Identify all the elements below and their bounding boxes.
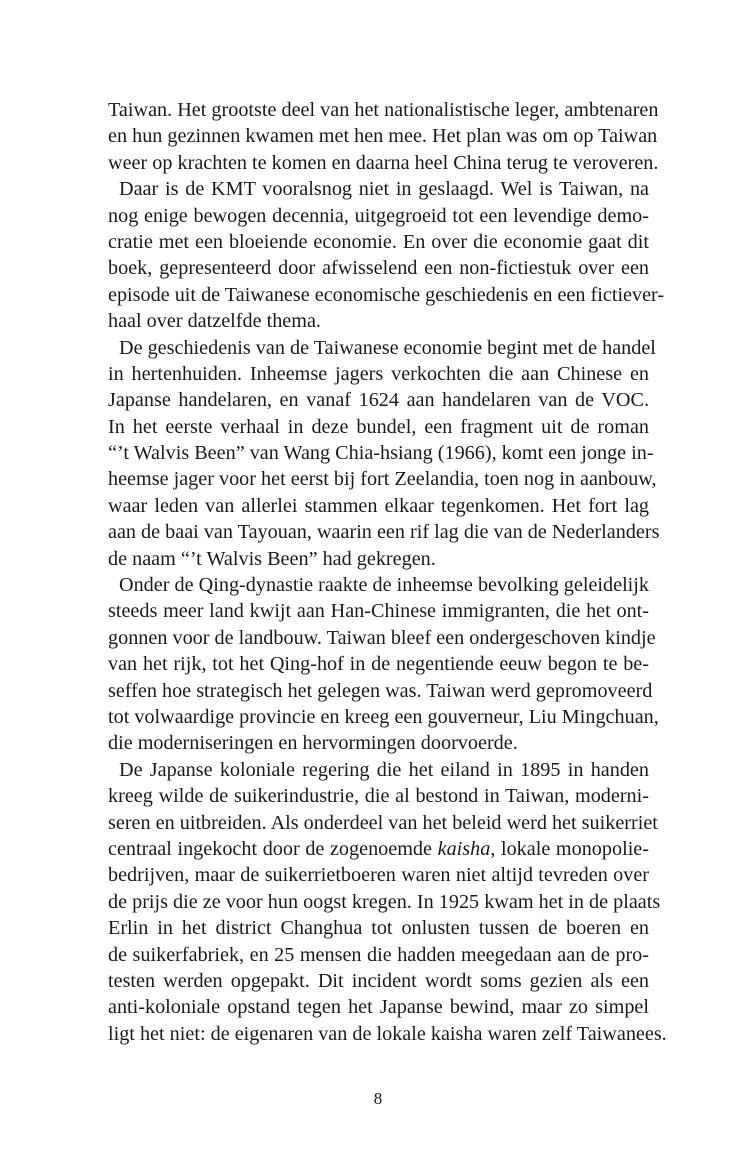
text-line: Onder de Qing-dynastie raakte de inheemse bevolking geleidelijk <box>119 574 649 597</box>
text-line: Japanse handelaren, en vanaf 1624 aan handelaren van de VOC. <box>108 389 649 412</box>
text-line: ligt het niet: de eigenaren van de lokale kaisha waren zelf Taiwanees. <box>108 1022 667 1045</box>
paragraph <box>108 97 659 176</box>
page-number: 8 <box>373 1089 383 1108</box>
body-text <box>108 97 667 1047</box>
italic-term: kaisha <box>437 837 491 860</box>
text-line: “’t Walvis Been” van Wang Chia-hsiang (1966), komt een jonge in- <box>108 442 654 465</box>
text-line: boek, gepresenteerd door afwisselend een non-fictiestuk over een <box>108 257 649 280</box>
text-line: heemse jager voor het eerst bij fort Zeelandia, toen nog in aanbouw, <box>108 468 657 491</box>
text-line: haal over datzelfde thema. <box>108 310 321 333</box>
text-line: steeds meer land kwijt aan Han-Chinese immigranten, die het ont- <box>108 600 649 623</box>
text-line: aan de baai van Tayouan, waarin een rif lag die van de Nederlanders <box>108 521 660 544</box>
text-line: testen werden opgepakt. Dit incident wordt soms gezien als een <box>108 969 649 992</box>
text-line: tot volwaardige provincie en kreeg een gouverneur, Liu Mingchuan, <box>108 705 659 728</box>
text-line: en hun gezinnen kwamen met hen mee. Het plan was om op Taiwan <box>108 125 658 148</box>
paragraph <box>108 335 660 573</box>
text-line: seffen hoe strategisch het gelegen was. Taiwan werd gepromoveerd <box>108 679 653 702</box>
text-line: centraal ingekocht door de zogenoemde kaisha, lokale monopolie- <box>108 837 649 860</box>
text-line: kreeg wilde de suikerindustrie, die al bestond in Taiwan, moderni- <box>108 785 649 808</box>
text-line: van het rijk, tot het Qing-hof in de negentiende eeuw begon te be- <box>108 653 649 676</box>
text-line: seren en uitbreiden. Als onderdeel van het beleid werd het suikerriet <box>108 811 658 834</box>
text-line: In het eerste verhaal in deze bundel, een fragment uit de roman <box>108 415 649 438</box>
text-line: bedrijven, maar de suikerrietboeren waren niet altijd tevreden over <box>108 864 649 887</box>
text-line: weer op krachten te komen en daarna heel China terug te veroveren. <box>108 151 659 174</box>
text-line: Erlin in het district Changhua tot onlusten tussen de boeren en <box>108 917 649 940</box>
text-line: De Japanse koloniale regering die het eiland in 1895 in handen <box>119 758 649 781</box>
text-line: Daar is de KMT vooralsnog niet in geslaagd. Wel is Taiwan, na <box>119 178 649 201</box>
text-line: de prijs die ze voor hun oogst kregen. In 1925 kwam het in de plaats <box>108 890 661 913</box>
text-line: gonnen voor de landbouw. Taiwan bleef een ondergeschoven kindje <box>108 626 656 649</box>
text-line: nog enige bewogen decennia, uitgegroeid tot een levendige demo- <box>108 204 649 227</box>
text-line: Taiwan. Het grootste deel van het nationalistische leger, ambtenaren <box>108 99 659 121</box>
text-line: in hertenhuiden. Inheemse jagers verkochten die aan Chinese en <box>108 362 649 385</box>
text-line: de suikerfabriek, en 25 mensen die hadden meegedaan aan de pro- <box>108 943 649 966</box>
text-line: cratie met een bloeiende economie. En over die economie gaat dit <box>108 230 649 253</box>
text-line: episode uit de Taiwanese economische geschiedenis en een fictiever- <box>108 283 665 306</box>
text-line: die moderniseringen en hervormingen doorvoerde. <box>108 732 518 755</box>
paragraph <box>108 757 667 1047</box>
text-line: anti-koloniale opstand tegen het Japanse bewind, maar zo simpel <box>108 996 649 1019</box>
paragraph <box>108 176 665 334</box>
text-line: De geschiedenis van de Taiwanese economie begint met de handel <box>119 336 656 359</box>
text-line: de naam “’t Walvis Been” had gekregen. <box>108 547 436 570</box>
text-line: waar leden van allerlei stammen elkaar tegenkomen. Het fort lag <box>108 494 649 517</box>
paragraph <box>108 572 659 757</box>
